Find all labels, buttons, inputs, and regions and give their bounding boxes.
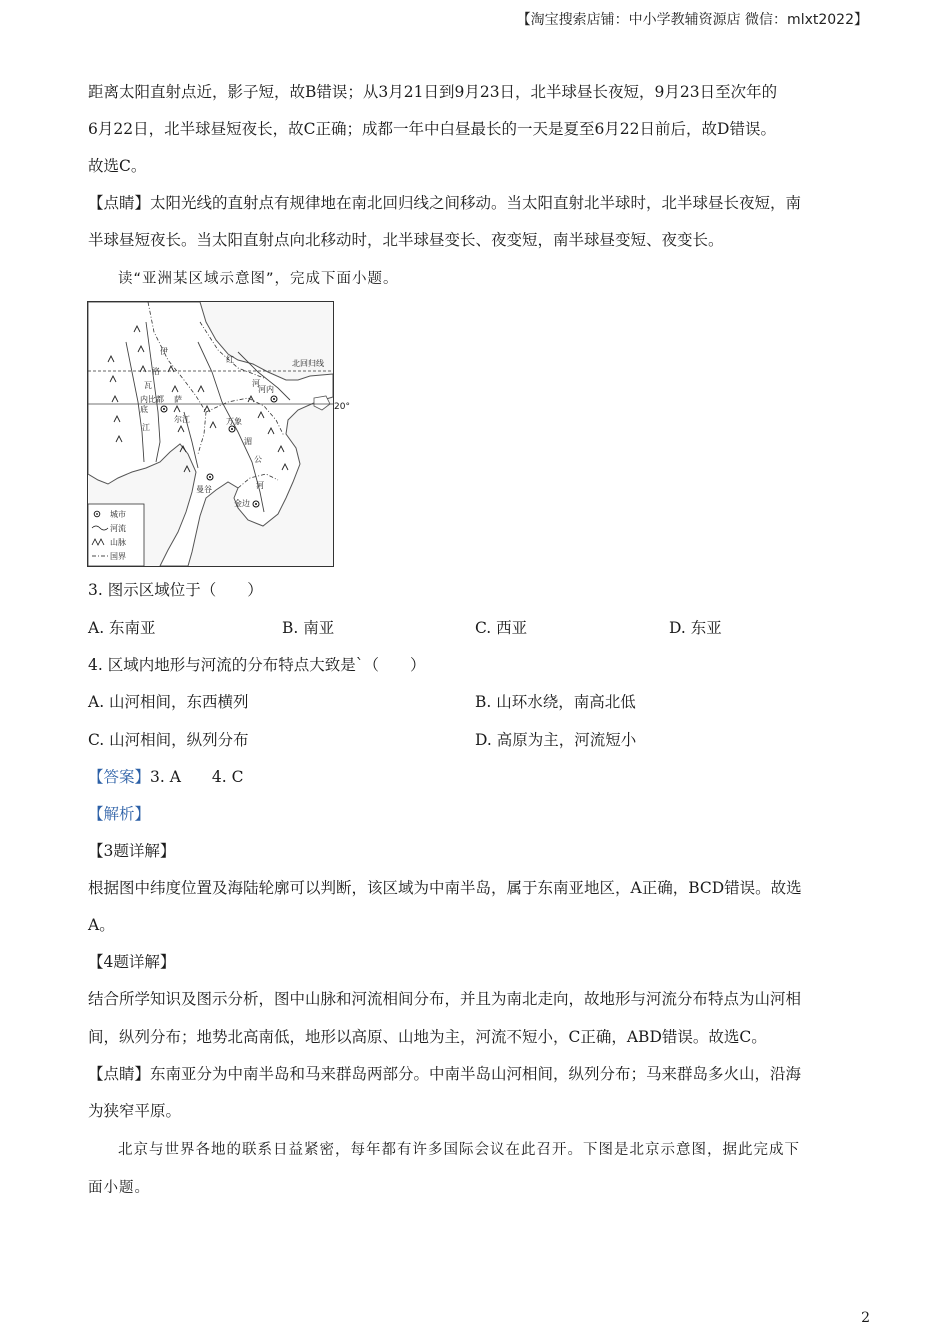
paragraph-line: 距离太阳直射点近，影子短，故B错误；从3月21日到9月23日，北半球昼长夜短，9月23日至次年的 — [88, 83, 778, 101]
q3-option-d: D. 东亚 — [669, 619, 722, 637]
map-label: 内比都 — [140, 395, 164, 404]
paragraph-line: 间，纵列分布；地势北高南低，地形以高原、山地为主，河流不短小，C正确，ABD错误。故选C。 — [88, 1028, 767, 1046]
map-label: 尔江 — [174, 415, 190, 424]
dianjing-2 — [88, 1064, 801, 1084]
map-label: 洛 — [152, 367, 160, 376]
answer-line — [88, 767, 244, 787]
map-label: 瓦 — [144, 381, 152, 390]
question-intro: 北京与世界各地的联系日益紧密，每年都有许多国际会议在此召开。下图是北京示意图，据此完成下 — [118, 1142, 800, 1158]
q4-option-b: B. 山环水绕，南高北低 — [475, 693, 636, 711]
map-label: 河 — [252, 379, 260, 388]
map-label: 河内 — [258, 385, 274, 394]
page-header: 【淘宝搜索店铺：中小学教辅资源店 微信：mlxt2022】 — [516, 12, 868, 28]
latitude-label: 20° — [334, 402, 350, 412]
legend-border: 国界 — [110, 552, 126, 561]
map-label: 万象 — [226, 417, 242, 426]
question-intro: 面小题。 — [88, 1180, 150, 1196]
map-label: 萨 — [174, 395, 182, 404]
paragraph-line: A。 — [88, 916, 115, 934]
dianjing-tag: 【点睛】 — [88, 1065, 151, 1083]
map-label: 湄 — [244, 437, 252, 446]
tropic-label: 北回归线 — [292, 359, 324, 368]
map-label: 河 — [256, 481, 264, 490]
question-3-stem: 3. 图示区域位于（ ） — [88, 581, 263, 599]
q4-option-a: A. 山河相间，东西横列 — [88, 693, 249, 711]
detail-3-tag: 【3题详解】 — [88, 842, 176, 860]
answer-tag: 【答案】 — [88, 768, 151, 786]
paragraph-line: 根据图中纬度位置及海陆轮廓可以判断，该区域为中南半岛，属于东南亚地区，A正确，BCD错误。故选 — [88, 879, 802, 897]
paragraph-line: 为狭窄平原。 — [88, 1102, 182, 1120]
question-intro: 读“亚洲某区域示意图”，完成下面小题。 — [118, 271, 399, 287]
detail-4-tag: 【4题详解】 — [88, 953, 176, 971]
answer-text: 3. A 4. C — [150, 768, 244, 786]
q3-option-c: C. 西亚 — [475, 619, 528, 637]
map-label: 底 — [140, 405, 148, 414]
paragraph-line: 半球昼短夜长。当太阳直射点向北移动时，北半球昼变长、夜变短，南半球昼变短、夜变长。 — [88, 231, 724, 249]
map-label: 红 — [226, 355, 234, 364]
legend-mountain: 山脉 — [110, 538, 126, 547]
asia-region-map — [87, 301, 334, 567]
dianjing-1 — [88, 193, 801, 213]
q4-option-d: D. 高原为主，河流短小 — [475, 731, 637, 749]
map-label: 金边 — [234, 499, 250, 508]
analysis-tag: 【解析】 — [88, 805, 151, 823]
q3-option-b: B. 南亚 — [282, 619, 335, 637]
legend-river: 河流 — [110, 524, 126, 533]
paragraph-line: 6月22日，北半球昼短夜长，故C正确；成都一年中白昼最长的一天是夏至6月22日前后，故D错误。 — [88, 120, 776, 138]
legend-city: 城市 — [110, 510, 126, 519]
paragraph-line: 故选C。 — [88, 157, 147, 175]
map-label: 江 — [142, 423, 150, 432]
q4-option-c: C. 山河相间，纵列分布 — [88, 731, 249, 749]
question-4-stem: 4. 区域内地形与河流的分布特点大致是`（ ） — [88, 656, 426, 674]
paragraph-line: 结合所学知识及图示分析，图中山脉和河流相间分布，并且为南北走向，故地形与河流分布特点为山河相 — [88, 990, 802, 1008]
map-label: 公 — [254, 455, 262, 464]
dianjing-tag: 【点睛】 — [88, 194, 151, 212]
q3-option-a: A. 东南亚 — [88, 619, 156, 637]
page-number: 2 — [861, 1310, 870, 1326]
dianjing-text: 太阳光线的直射点有规律地在南北回归线之间移动。当太阳直射北半球时，北半球昼长夜短，南 — [150, 194, 802, 212]
map-label: 曼谷 — [196, 485, 212, 494]
dianjing-text: 东南亚分为中南半岛和马来群岛两部分。中南半岛山河相间，纵列分布；马来群岛多火山，沿海 — [150, 1065, 802, 1083]
map-label: 伊 — [160, 347, 168, 356]
